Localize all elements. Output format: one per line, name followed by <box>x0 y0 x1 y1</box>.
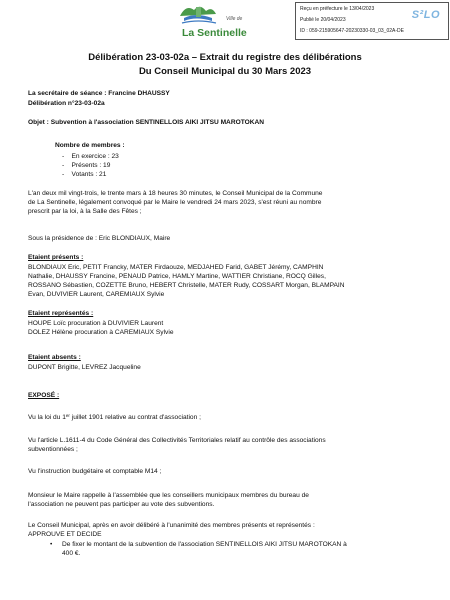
town-logo <box>168 2 260 42</box>
intro-paragraph: prescrit par la loi, à la Salle des Fêtes ; <box>28 208 142 215</box>
stamp-published-date: Publié le 20/04/2023 <box>300 17 346 23</box>
representes-list: DOLEZ Hélène procuration à CAREMIAUX Sylvie <box>28 329 174 336</box>
presents-list: Nathalie, DHAUSSY Francine, PENAUD Patrice, HAMLY Martine, WATTIER Christiane, ROCQ Gilles, <box>28 273 326 280</box>
presents-list: ROSSANO Sébastien, COZETTE Bruno, HEBERT Christelle, MATER Rudy, COSSART Morgan, BLAMPAIN <box>28 282 345 289</box>
rappel-maire: l'association ne peuvent pas participer au vote des subventions. <box>28 501 215 508</box>
stamp-id: ID : 059-215905647-20230330-03_03_02A-DE <box>300 28 404 34</box>
absents-heading: Etaient absents : <box>28 354 81 361</box>
vu-article-cgct: subventionnées ; <box>28 446 78 453</box>
rappel-maire: Monsieur le Maire rappelle à l'assemblée que les conseillers municipaux membres du bureau de <box>28 492 309 499</box>
membres-item: - Présents : 19 <box>62 162 111 169</box>
document-title: Délibération 23-03-02a – Extrait du registre des délibérations <box>88 52 362 63</box>
representes-heading: Etaient représentés : <box>28 310 94 317</box>
presidence: Sous la présidence de : Eric BLONDIAUX, Maire <box>28 235 171 242</box>
membres-item: - En exercice : 23 <box>62 153 119 160</box>
town-logo-graphic <box>172 2 232 28</box>
document-subtitle: Du Conseil Municipal du 30 Mars 2023 <box>138 66 312 77</box>
prefecture-stamp <box>295 2 449 40</box>
deliberation-number: Délibération n°23-03-02a <box>28 100 105 107</box>
presents-heading: Etaient présents : <box>28 254 84 261</box>
objet: Objet : Subvention à l'association SENTINELLOIS AIKI JITSU MAROTOKAN <box>28 119 265 126</box>
membres-item: - Votants : 21 <box>62 171 107 178</box>
secretaire-seance: La secrétaire de séance : Francine DHAUSSY <box>28 90 170 97</box>
decision-approuve: APPROUVE ET DECIDE <box>28 531 102 538</box>
stamp-received-date: Reçu en préfecture le 13/04/2023 <box>300 6 375 12</box>
representes-list: HOUPE Loïc procuration à DUVIVIER Laurent <box>28 320 164 327</box>
logo-town-name: La Sentinelle <box>182 27 247 39</box>
decision-bullet-text: 400 €. <box>62 550 81 557</box>
vu-loi-1901: Vu la loi du 1er juillet 1901 relative au contrat d'association ; <box>28 413 201 421</box>
decision-bullet-text: De fixer le montant de la subvention de l'association SENTINELLOIS AIKI JITSU MAROTOKAN à <box>62 541 347 548</box>
vu-instruction-m14: Vu l'instruction budgétaire et comptable M14 ; <box>28 468 162 475</box>
vu-article-cgct: Vu l'article L.1611-4 du Code Général des Collectivités Territoriales relatif au contrôle des associations <box>28 437 326 444</box>
decision-conseil: Le Conseil Municipal, après en avoir délibéré à l'unanimité des membres présents et représentés : <box>28 522 315 529</box>
expose-heading: EXPOSÉ : <box>28 392 60 399</box>
membres-heading: Nombre de membres : <box>55 142 125 149</box>
absents-list: DUPONT Brigitte, LEVREZ Jacqueline <box>28 364 141 371</box>
stamp-brand-logo: S²LO <box>411 9 440 21</box>
presents-list: BLONDIAUX Eric, PETIT Francky, MATER Firdaouze, MEDJAHED Farid, GABET Jérémy, CAMPHIN <box>28 264 324 271</box>
presents-list: Evan, DUVIVIER Laurent, CAREMIAUX Sylvie <box>28 291 165 298</box>
intro-paragraph: L'an deux mil vingt-trois, le trente mars à 18 heures 30 minutes, le Conseil Municipal de la Commune <box>28 190 323 197</box>
intro-paragraph: de La Sentinelle, légalement convoqué par le Maire le vendredi 24 mars 2023, s'est réuni au nombre <box>28 199 322 206</box>
decision-bullet: • <box>50 541 53 548</box>
logo-ville-text: Ville de <box>226 16 243 22</box>
